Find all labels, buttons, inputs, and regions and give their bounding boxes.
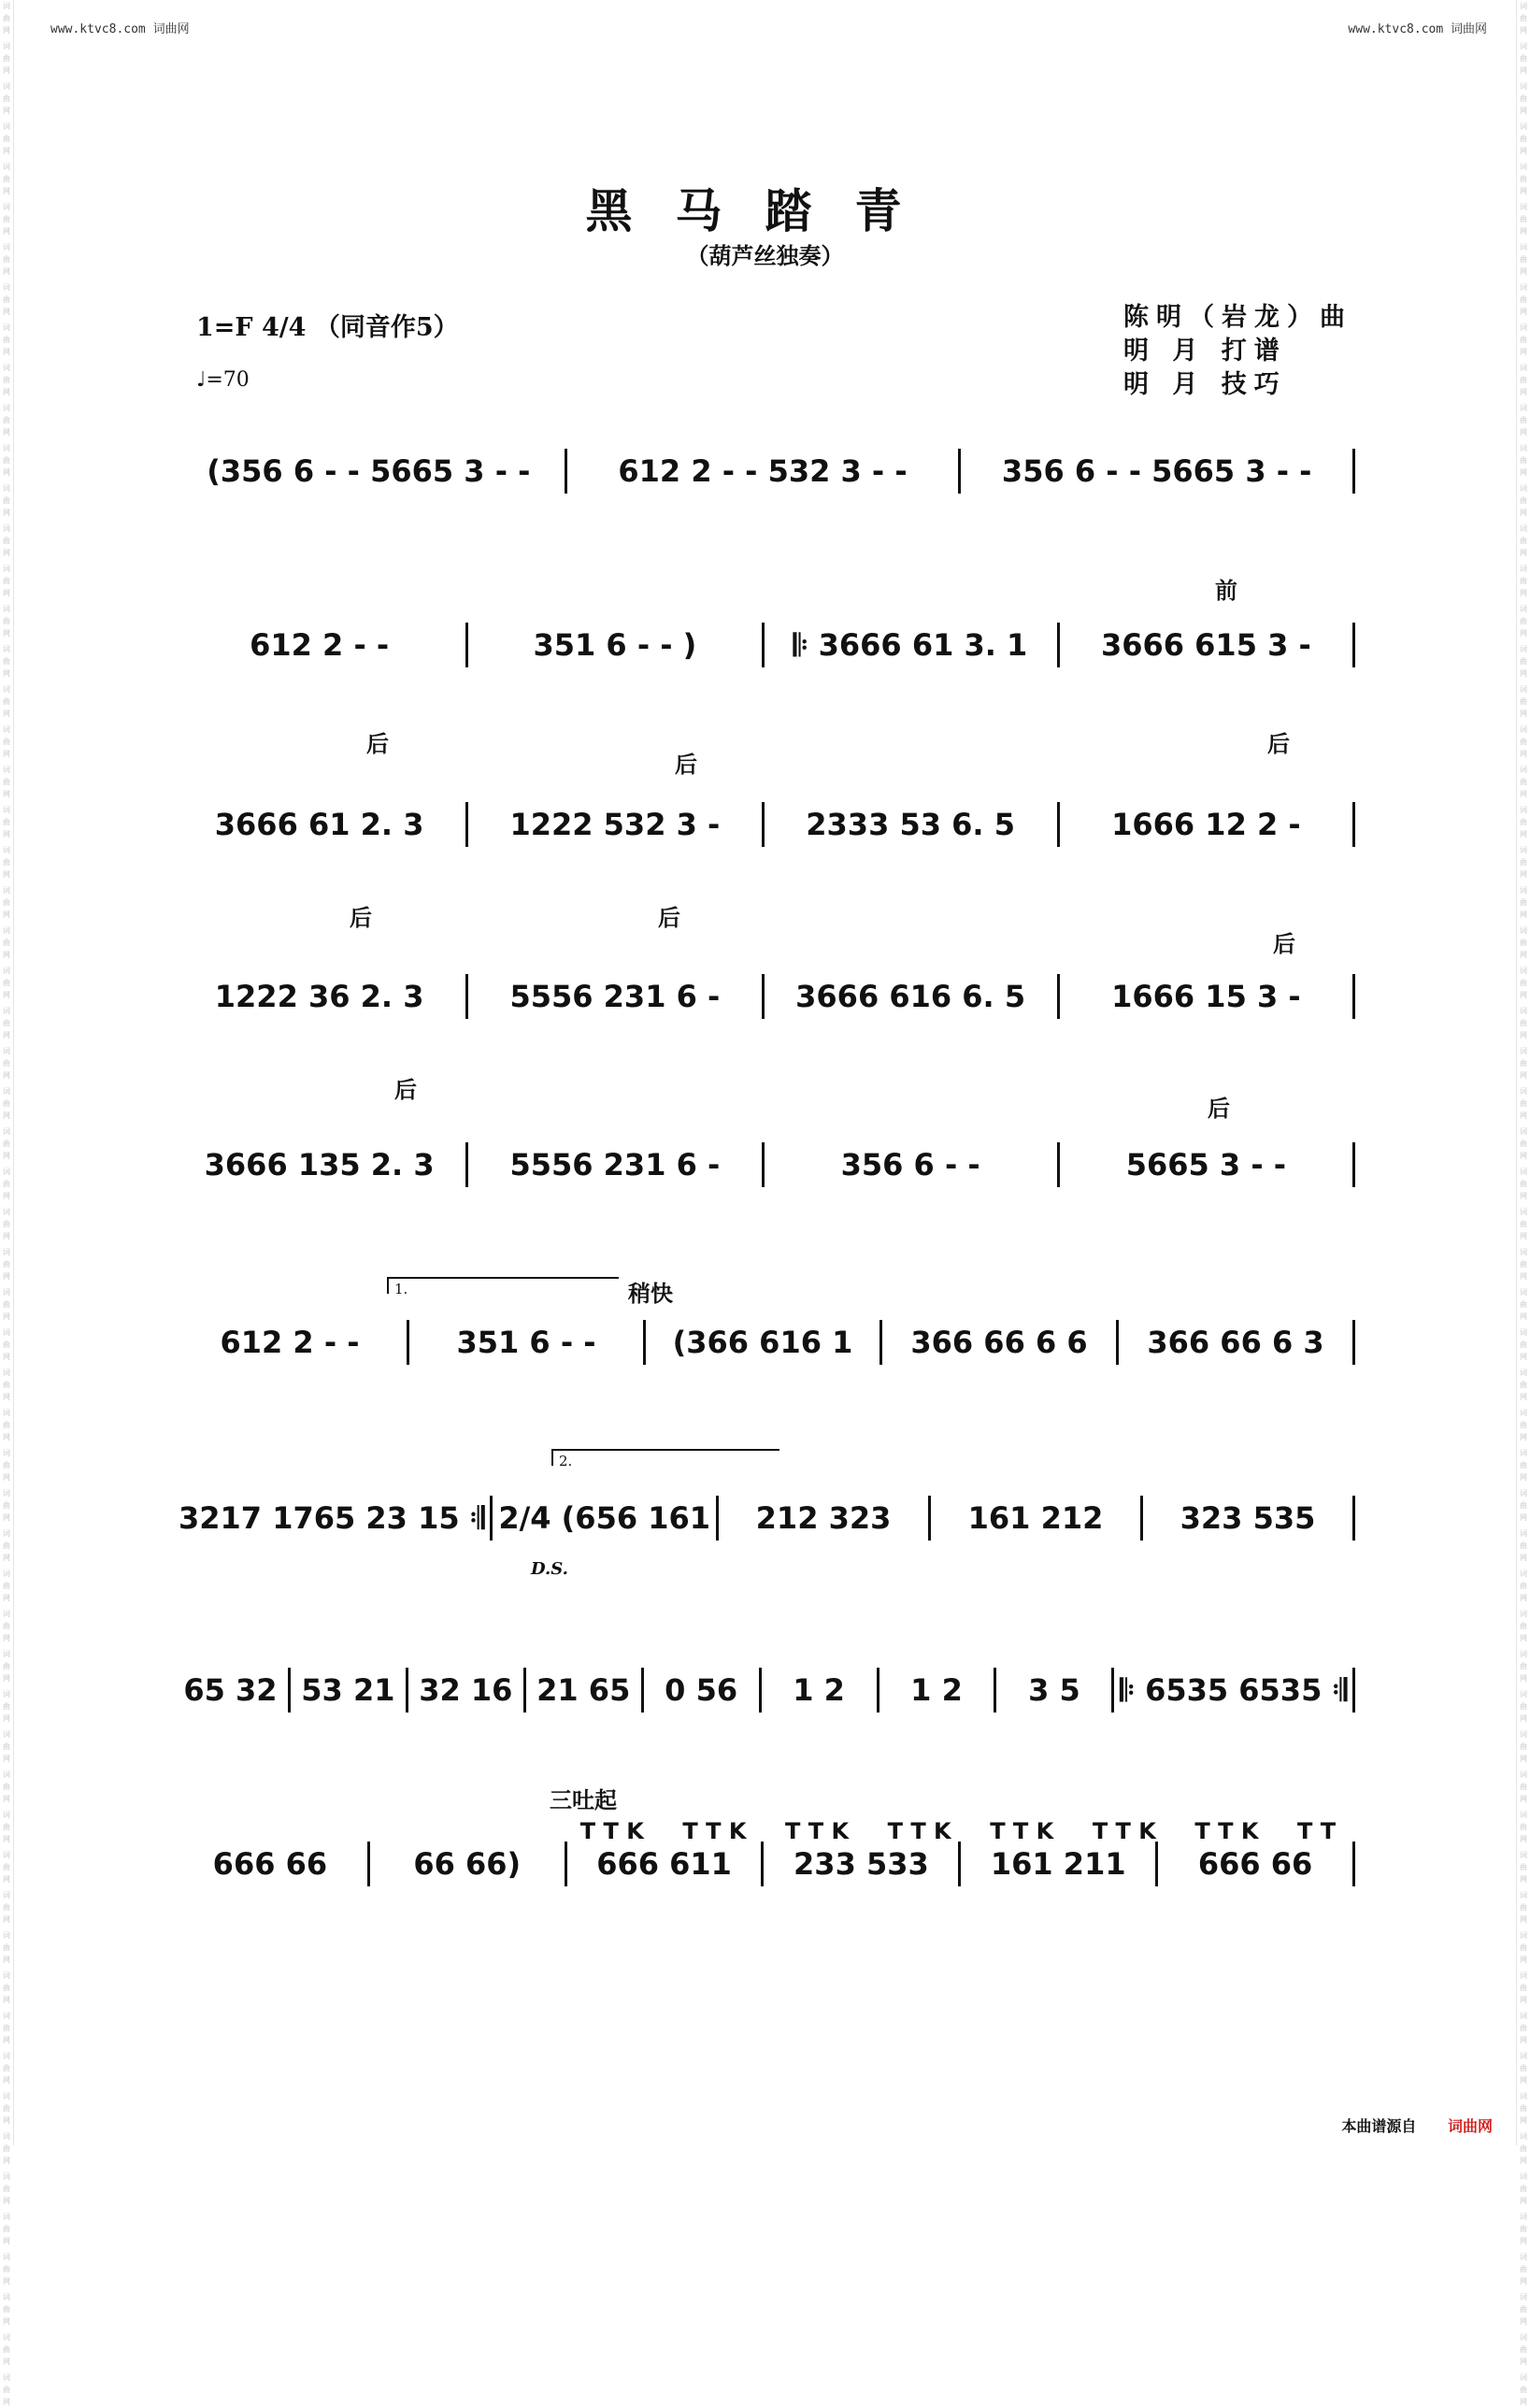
watermark-text: 词曲网 (3, 1690, 10, 1723)
measure: 3666 615 3 - (1060, 623, 1355, 667)
watermark-text: 词曲网 (1520, 2293, 1527, 2326)
watermark-text: 词曲网 (3, 2293, 10, 2326)
measure: 𝄆 6535 6535 𝄇 (1114, 1668, 1355, 1713)
watermark-text: 词曲网 (3, 1007, 10, 1039)
watermark-text: 词曲网 (1520, 806, 1527, 838)
watermark-text: 词曲网 (1520, 163, 1527, 195)
watermark-text: 词曲网 (1520, 2052, 1527, 2085)
measure: 356 6 - - 5665 3 - - (961, 449, 1355, 494)
watermark-text: 词曲网 (1520, 1369, 1527, 1401)
watermark-text: 词曲网 (1520, 1770, 1527, 1803)
measure: 366 66 6 6 (882, 1320, 1119, 1365)
annotation-hou-5: 后 (658, 904, 680, 931)
tonguing-group: T T K (1194, 1818, 1259, 1844)
measure: 161 211 (961, 1842, 1158, 1886)
watermark-text: 词曲网 (1520, 725, 1527, 758)
measure: 2333 53 6. 5 (765, 802, 1060, 847)
watermark-text: 词曲网 (3, 1730, 10, 1763)
watermark-text: 词曲网 (1520, 2172, 1527, 2205)
tonguing-syllables (561, 1818, 1355, 1844)
watermark-text: 词曲网 (3, 1047, 10, 1080)
measure: (366 616 1 (646, 1320, 882, 1365)
notation-row (173, 1668, 1355, 1713)
watermark-text: 词曲网 (1520, 926, 1527, 959)
watermark-text: 词曲网 (1520, 2213, 1527, 2245)
watermark-text: 词曲网 (1520, 1409, 1527, 1441)
watermark-text: 词曲网 (1520, 2333, 1527, 2366)
watermark-text: 词曲网 (1520, 444, 1527, 477)
watermark-text: 词曲网 (1520, 886, 1527, 919)
watermark-text: 词曲网 (1520, 404, 1527, 437)
tonguing-group: T T K (990, 1818, 1054, 1844)
tonguing-group: T T (1297, 1818, 1337, 1844)
tonguing-group: T T K (1092, 1818, 1156, 1844)
watermark-text: 词曲网 (3, 926, 10, 959)
watermark-text: 词曲网 (1520, 1650, 1527, 1683)
watermark-text: 词曲网 (3, 886, 10, 919)
source-footer (1341, 2114, 1493, 2136)
score-subtitle: （葫芦丝独奏） (686, 242, 844, 269)
watermark-text: 词曲网 (1520, 203, 1527, 236)
annotation-qian: 前 (1215, 577, 1237, 604)
key-signature: 1=F 4/4 （同音作5） (196, 313, 459, 342)
measure: 65 32 (173, 1668, 291, 1713)
watermark-text: 词曲网 (3, 524, 10, 557)
watermark-text: 词曲网 (1520, 1529, 1527, 1562)
measure: 5556 231 6 - (468, 974, 764, 1019)
notation-row (173, 1842, 1355, 1886)
measure: 3 5 (996, 1668, 1114, 1713)
watermark-text: 词曲网 (3, 1891, 10, 1924)
notation-row (173, 1320, 1355, 1365)
measure: 612 2 - - (173, 623, 468, 667)
annotation-hou-3: 后 (1267, 730, 1290, 757)
watermark-text: 词曲网 (3, 163, 10, 195)
watermark-text: 词曲网 (3, 2132, 10, 2165)
watermark-text: 词曲网 (1520, 2, 1527, 35)
transcriber-credit: 明 月 打谱 (1123, 337, 1287, 366)
watermark-text: 词曲网 (3, 685, 10, 718)
measure: 666 611 (567, 1842, 765, 1886)
watermark-text: 词曲网 (3, 323, 10, 356)
watermark-text: 词曲网 (3, 364, 10, 396)
watermark-strip-right (1516, 0, 1530, 2406)
measure: 212 323 (719, 1496, 931, 1541)
notation-row (173, 1496, 1355, 1541)
volta-1: 1. (387, 1277, 619, 1294)
watermark-text: 词曲网 (1520, 1851, 1527, 1884)
watermark-text: 词曲网 (1520, 524, 1527, 557)
watermark-text: 词曲网 (1520, 1007, 1527, 1039)
watermark-text: 词曲网 (3, 846, 10, 879)
measure: 3666 135 2. 3 (173, 1142, 468, 1187)
watermark-text: 词曲网 (1520, 1730, 1527, 1763)
watermark-text: 词曲网 (1520, 1087, 1527, 1120)
tempo-marking: ♩=70 (196, 368, 250, 392)
annotation-hou-7: 后 (394, 1076, 417, 1103)
watermark-text: 词曲网 (3, 1770, 10, 1803)
measure: 2/4 (656 161 (493, 1496, 719, 1541)
watermark-text: 词曲网 (3, 1168, 10, 1200)
watermark-text: 词曲网 (3, 605, 10, 638)
watermark-text: 词曲网 (1520, 2132, 1527, 2165)
watermark-text: 词曲网 (3, 243, 10, 276)
measure: 1 2 (762, 1668, 879, 1713)
watermark-text: 词曲网 (3, 1811, 10, 1843)
watermark-text: 词曲网 (3, 2213, 10, 2245)
measure: 𝄆 3666 61 3. 1 (765, 623, 1060, 667)
notation-row (173, 449, 1355, 494)
watermark-text: 词曲网 (1520, 1047, 1527, 1080)
site-header-left[interactable]: www.ktvc8.com 词曲网 (50, 22, 190, 36)
volta-2: 2. (551, 1449, 779, 1466)
watermark-text: 词曲网 (3, 42, 10, 75)
watermark-text: 词曲网 (3, 1087, 10, 1120)
site-header-right[interactable]: www.ktvc8.com 词曲网 (1348, 22, 1487, 36)
watermark-text: 词曲网 (1520, 1449, 1527, 1482)
annotation-hou-4: 后 (350, 904, 372, 931)
watermark-text: 词曲网 (1520, 1328, 1527, 1361)
watermark-text: 词曲网 (1520, 283, 1527, 316)
annotation-santu-qi: 三吐起 (550, 1786, 617, 1813)
credits (1123, 301, 1352, 402)
source-brand-link[interactable]: 词曲网 (1447, 2117, 1493, 2135)
watermark-text: 词曲网 (1520, 42, 1527, 75)
watermark-text: 词曲网 (3, 1851, 10, 1884)
measure: 3666 61 2. 3 (173, 802, 468, 847)
watermark-text: 词曲网 (3, 82, 10, 115)
watermark-text: 词曲网 (1520, 1891, 1527, 1924)
watermark-text: 词曲网 (1520, 323, 1527, 356)
measure: 666 66 (173, 1842, 370, 1886)
watermark-text: 词曲网 (3, 2172, 10, 2205)
measure: 3666 616 6. 5 (765, 974, 1060, 1019)
measure: 3217 1765 23 15 𝄇 (173, 1496, 493, 1541)
watermark-text: 词曲网 (3, 2052, 10, 2085)
notation-row (173, 623, 1355, 667)
watermark-text: 词曲网 (3, 1449, 10, 1482)
watermark-text: 词曲网 (3, 2092, 10, 2125)
watermark-text: 词曲网 (3, 1369, 10, 1401)
measure: 1 2 (879, 1668, 997, 1713)
watermark-text: 词曲网 (1520, 2253, 1527, 2286)
watermark-text: 词曲网 (3, 404, 10, 437)
watermark-text: 词曲网 (3, 1208, 10, 1240)
watermark-text: 词曲网 (1520, 122, 1527, 155)
notation-row (173, 974, 1355, 1019)
measure: 351 6 - - (409, 1320, 646, 1365)
watermark-text: 词曲网 (1520, 1168, 1527, 1200)
watermark-text: 词曲网 (1520, 846, 1527, 879)
measure: 323 535 (1143, 1496, 1355, 1541)
watermark-text: 词曲网 (3, 1409, 10, 1441)
tonguing-group: T T K (887, 1818, 951, 1844)
measure: 1222 532 3 - (468, 802, 764, 847)
watermark-text: 词曲网 (3, 1931, 10, 1964)
watermark-text: 词曲网 (3, 444, 10, 477)
tempo-change-shaokuai: 稍快 (628, 1280, 673, 1307)
watermark-text: 词曲网 (1520, 82, 1527, 115)
measure: 612 2 - - 532 3 - - (567, 449, 962, 494)
watermark-text: 词曲网 (3, 565, 10, 597)
watermark-text: 词曲网 (1520, 1971, 1527, 2004)
watermark-text: 词曲网 (1520, 1208, 1527, 1240)
watermark-text: 词曲网 (3, 645, 10, 678)
watermark-text: 词曲网 (1520, 2092, 1527, 2125)
watermark-text: 词曲网 (3, 1328, 10, 1361)
measure: 1222 36 2. 3 (173, 974, 468, 1019)
watermark-strip-left (0, 0, 14, 2406)
watermark-text: 词曲网 (1520, 1288, 1527, 1321)
watermark-text: 词曲网 (3, 1288, 10, 1321)
measure: 5665 3 - - (1060, 1142, 1355, 1187)
technique-credit: 明 月 技巧 (1123, 370, 1287, 399)
watermark-text: 词曲网 (1520, 605, 1527, 638)
notation-row (173, 1142, 1355, 1187)
annotation-hou-1: 后 (366, 730, 389, 757)
watermark-text: 词曲网 (1520, 1690, 1527, 1723)
measure: 233 533 (764, 1842, 961, 1886)
watermark-text: 词曲网 (3, 2012, 10, 2044)
watermark-text: 词曲网 (3, 122, 10, 155)
watermark-text: 词曲网 (3, 2, 10, 35)
measure: 666 66 (1158, 1842, 1355, 1886)
measure: 1666 12 2 - (1060, 802, 1355, 847)
watermark-text: 词曲网 (3, 484, 10, 517)
watermark-text: 词曲网 (1520, 685, 1527, 718)
watermark-text: 词曲网 (3, 1570, 10, 1602)
source-label: 本曲谱源自 (1341, 2117, 1417, 2135)
measure: 356 6 - - (765, 1142, 1060, 1187)
watermark-text: 词曲网 (3, 203, 10, 236)
watermark-text: 词曲网 (3, 2373, 10, 2406)
measure: 5556 231 6 - (468, 1142, 764, 1187)
measure: 612 2 - - (173, 1320, 409, 1365)
watermark-text: 词曲网 (3, 1489, 10, 1522)
watermark-text: 词曲网 (3, 2253, 10, 2286)
composer-credit: 陈明（岩龙）曲 (1123, 303, 1352, 332)
measure: 53 21 (291, 1668, 408, 1713)
annotation-hou-8: 后 (1208, 1095, 1230, 1122)
watermark-text: 词曲网 (3, 1127, 10, 1160)
watermark-text: 词曲网 (1520, 1127, 1527, 1160)
watermark-text: 词曲网 (1520, 1248, 1527, 1281)
watermark-text: 词曲网 (3, 1529, 10, 1562)
watermark-text: 词曲网 (1520, 1570, 1527, 1602)
annotation-hou-2: 后 (675, 751, 697, 778)
annotation-hou-6: 后 (1273, 930, 1295, 957)
watermark-text: 词曲网 (1520, 967, 1527, 999)
watermark-text: 词曲网 (3, 806, 10, 838)
watermark-text: 词曲网 (3, 1971, 10, 2004)
watermark-text: 词曲网 (3, 725, 10, 758)
watermark-text: 词曲网 (1520, 1931, 1527, 1964)
watermark-text: 词曲网 (1520, 565, 1527, 597)
measure: 32 16 (408, 1668, 526, 1713)
watermark-text: 词曲网 (3, 1610, 10, 1642)
watermark-text: 词曲网 (3, 1650, 10, 1683)
measure: 161 212 (931, 1496, 1143, 1541)
measure: (356 6 - - 5665 3 - - (173, 449, 567, 494)
watermark-text: 词曲网 (1520, 1489, 1527, 1522)
watermark-text: 词曲网 (1520, 243, 1527, 276)
measure: 66 66) (370, 1842, 567, 1886)
watermark-text: 词曲网 (3, 766, 10, 798)
measure: 366 66 6 3 (1119, 1320, 1355, 1365)
measure: 351 6 - - ) (468, 623, 764, 667)
tonguing-group: T T K (579, 1818, 644, 1844)
watermark-text: 词曲网 (1520, 645, 1527, 678)
watermark-text: 词曲网 (1520, 2012, 1527, 2044)
watermark-text: 词曲网 (1520, 766, 1527, 798)
measure: 1666 15 3 - (1060, 974, 1355, 1019)
tonguing-group: T T K (682, 1818, 747, 1844)
score-title: 黑马踏青 (585, 183, 945, 238)
measure: 0 56 (644, 1668, 762, 1713)
watermark-text: 词曲网 (1520, 484, 1527, 517)
watermark-text: 词曲网 (1520, 2373, 1527, 2406)
watermark-text: 词曲网 (3, 1248, 10, 1281)
tonguing-group: T T K (784, 1818, 850, 1844)
watermark-text: 词曲网 (1520, 1610, 1527, 1642)
dal-segno-mark: D.S. (531, 1559, 568, 1579)
measure: 21 65 (526, 1668, 644, 1713)
notation-row (173, 802, 1355, 847)
watermark-text: 词曲网 (3, 283, 10, 316)
watermark-text: 词曲网 (1520, 1811, 1527, 1843)
watermark-text: 词曲网 (3, 2333, 10, 2366)
watermark-text: 词曲网 (1520, 364, 1527, 396)
watermark-text: 词曲网 (3, 967, 10, 999)
